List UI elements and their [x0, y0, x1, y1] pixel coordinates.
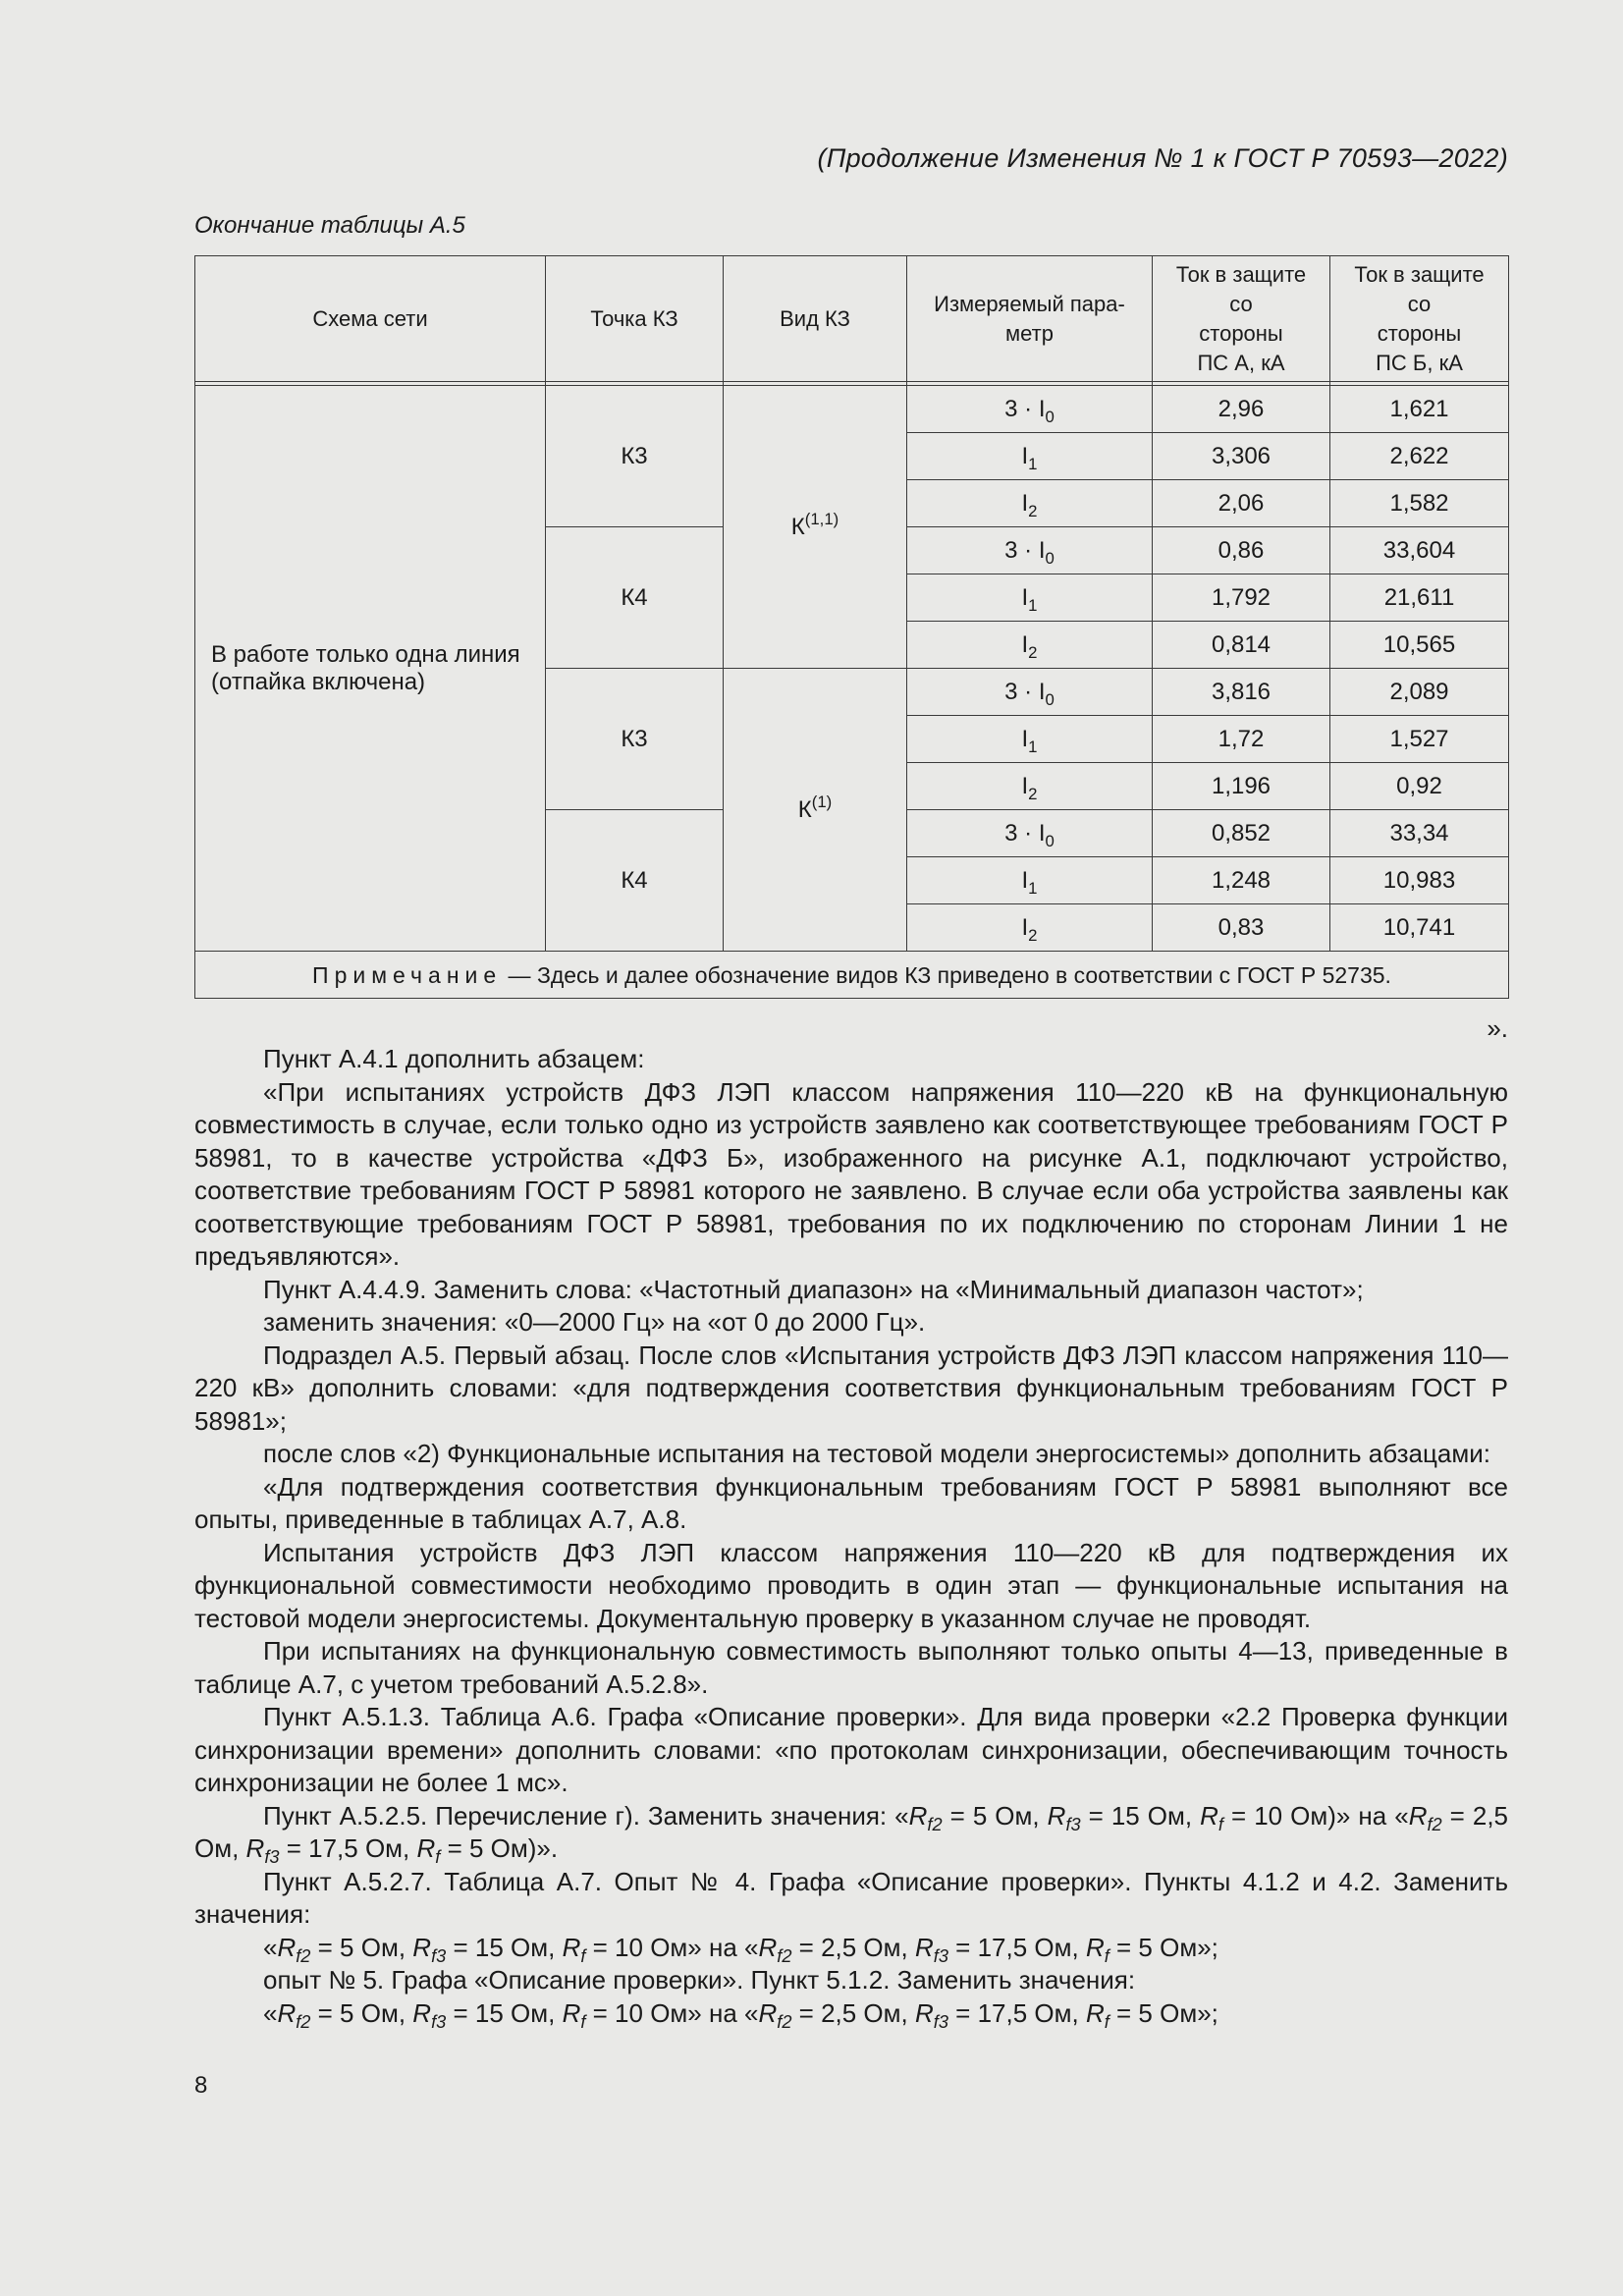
paragraph: «При испытаниях устройств ДФЗ ЛЭП классом напряжения 110—220 кВ на функциональную совместимость в случае, если только одно из устройств заявлено как соответствующее требованиям ГОСТ Р 58981, то в качестве устройства «ДФЗ Б», изображенного на рисунке А.1, подключают устройство, соответствие требованиям ГОСТ Р 58981 которого не заявлено. В случае если оба устройства заявлены как соответствующие требованиям ГОСТ Р 58981, требования по их подключению по сторонам Линии 1 не предъявляются». — [194, 1076, 1508, 1271]
paragraph: Пункт А.5.2.7. Таблица А.7. Опыт № 4. Графа «Описание проверки». Пункты 4.1.2 и 4.2. Заменить значения: — [194, 1866, 1508, 1929]
data-table — [194, 255, 1509, 999]
continuation-header: (Продолжение Изменения № 1 к ГОСТ Р 70593—2022) — [817, 143, 1508, 173]
paragraph: Пункт А.5.1.3. Таблица А.6. Графа «Описание проверки». Для вида проверки «2.2 Проверка функции синхронизации времени» дополнить словами: «по протоколам синхронизации, обеспечивающим точность синхронизации не более 1 мс». — [194, 1702, 1508, 1797]
paragraph: заменить значения: «0—2000 Гц» на «от 0 до 2000 Гц». — [263, 1307, 926, 1337]
paragraph: Пункт А.4.4.9. Заменить слова: «Частотный диапазон» на «Минимальный диапазон частот»; — [263, 1274, 1364, 1304]
col-scheme: Схема сети — [195, 256, 546, 382]
scheme-cell: В работе только одна линия (отпайка включена) — [195, 386, 546, 952]
value-b: 1,621 — [1330, 386, 1509, 433]
value-a: 0,86 — [1153, 527, 1330, 574]
value-b: 10,983 — [1330, 857, 1509, 904]
type-cell: К$^{(1,1)}$ — [724, 386, 907, 669]
value-a: 3,816 — [1153, 669, 1330, 716]
col-param: Измеряемый пара- метр — [907, 256, 1153, 382]
col-point: Точка КЗ — [546, 256, 724, 382]
param-cell: $3 \cdot I_0$ — [907, 527, 1153, 574]
param-cell: $3 \cdot I_0$ — [907, 386, 1153, 433]
table-caption: Окончание таблицы А.5 — [194, 212, 465, 239]
point-cell: К4 — [546, 527, 724, 669]
value-a: 1,248 — [1153, 857, 1330, 904]
col-current-a: Ток в защите со стороны ПС А, кА — [1153, 256, 1330, 382]
type-cell: $К^{(1)}$ — [724, 669, 907, 952]
value-a: 0,83 — [1153, 904, 1330, 952]
value-b: 2,089 — [1330, 669, 1509, 716]
point-cell: К4 — [546, 810, 724, 952]
table-header-row — [195, 256, 1509, 382]
value-b: 10,741 — [1330, 904, 1509, 952]
param-cell: $I_1$ — [907, 433, 1153, 480]
value-b: 10,565 — [1330, 622, 1509, 669]
table-note-row — [195, 952, 1509, 999]
param-cell: $I_2$ — [907, 622, 1153, 669]
page-number: 8 — [194, 2072, 208, 2099]
param-cell: $I_2$ — [907, 904, 1153, 952]
value-a: 0,814 — [1153, 622, 1330, 669]
note-label: Примечание — [312, 961, 503, 988]
value-b: 0,92 — [1330, 763, 1509, 810]
table-row — [195, 386, 1509, 433]
value-a: 2,06 — [1153, 480, 1330, 527]
table-note — [195, 952, 1509, 999]
value-b: 1,527 — [1330, 716, 1509, 763]
paragraph: «$R_{f2} = 5$ Ом, $R_{f3} = 15$ Ом, $R_f = 10$ Ом» на «$R_{f2} = 2,5$ Ом, $R_{f3} = 17,5$ Ом, $R_f = 5$ Ом»; — [263, 1997, 1218, 2032]
col-type: Вид КЗ — [724, 256, 907, 382]
note-text: — Здесь и далее обозначение видов КЗ приведено в соответствии с ГОСТ Р 52735. — [502, 961, 1391, 988]
paragraph: опыт № 5. Графа «Описание проверки». Пункт 5.1.2. Заменить значения: — [263, 1965, 1136, 1995]
table-body — [195, 386, 1509, 999]
point-cell: К3 — [546, 386, 724, 527]
param-cell: $I_1$ — [907, 716, 1153, 763]
param-cell: $I_2$ — [907, 480, 1153, 527]
paragraph: Пункт А.4.1 дополнить абзацем: — [263, 1044, 645, 1073]
paragraph: Пункт А.5.2.5. Перечисление г). Заменить значения: «$R_{f2} = 5$ Ом, $R_{f3} = 15$ Ом, $R_f = 10$ Ом)» на «$R_{f2} = 2,5$ Ом, $R_{f3} = 17,5$ Ом, $R_f = 5$ Ом)». — [194, 1800, 1509, 1867]
param-cell: $I_1$ — [907, 574, 1153, 622]
value-a: 0,852 — [1153, 810, 1330, 857]
value-b: 1,582 — [1330, 480, 1509, 527]
paragraph: Испытания устройств ДФЗ ЛЭП классом напряжения 110—220 кВ для подтверждения их функциональной совместимости необходимо проводить в один этап — функциональные испытания на тестовой модели энергосистемы. Документальную проверку в указанном случае не проводят. — [194, 1537, 1508, 1633]
paragraph: «$R_{f2} = 5$ Ом, $R_{f3} = 15$ Ом, $R_f = 10$ Ом» на «$R_{f2} = 2,5$ Ом, $R_{f3} = 17,5$ Ом, $R_f = 5$ Ом»; — [263, 1932, 1218, 1966]
value-b: 33,34 — [1330, 810, 1509, 857]
col-current-b: Ток в защите со стороны ПС Б, кА — [1330, 256, 1509, 382]
paragraph: При испытаниях на функциональную совместимость выполняют только опыты 4—13, приведенные в таблице А.7, с учетом требований А.5.2.8». — [194, 1636, 1508, 1699]
param-cell: $3 \cdot I_0$ — [907, 669, 1153, 716]
value-b: 2,622 — [1330, 433, 1509, 480]
value-b: 21,611 — [1330, 574, 1509, 622]
value-a: 1,196 — [1153, 763, 1330, 810]
closing-quote: ». — [1487, 1013, 1508, 1043]
paragraph: Подраздел А.5. Первый абзац. После слов «Испытания устройств ДФЗ ЛЭП классом напряжения 110—220 кВ» дополнить словами: «для подтверждения соответствия функциональным требованиям ГОСТ Р 58981»; — [194, 1339, 1508, 1436]
param-cell: $3 \cdot I_0$ — [907, 810, 1153, 857]
value-a: 3,306 — [1153, 433, 1330, 480]
value-a: 2,96 — [1153, 386, 1330, 433]
point-cell: К3 — [546, 669, 724, 810]
param-cell: $I_2$ — [907, 763, 1153, 810]
param-cell: $I_1$ — [907, 857, 1153, 904]
paragraph: «Для подтверждения соответствия функциональным требованиям ГОСТ Р 58981 выполняют все опыты, приведенные в таблицах А.7, А.8. — [194, 1471, 1508, 1534]
value-a: 1,72 — [1153, 716, 1330, 763]
value-a: 1,792 — [1153, 574, 1330, 622]
paragraph: после слов «2) Функциональные испытания на тестовой модели энергосистемы» дополнить абзацами: — [263, 1439, 1490, 1468]
value-b: 33,604 — [1330, 527, 1509, 574]
body-text — [194, 1043, 1508, 2030]
